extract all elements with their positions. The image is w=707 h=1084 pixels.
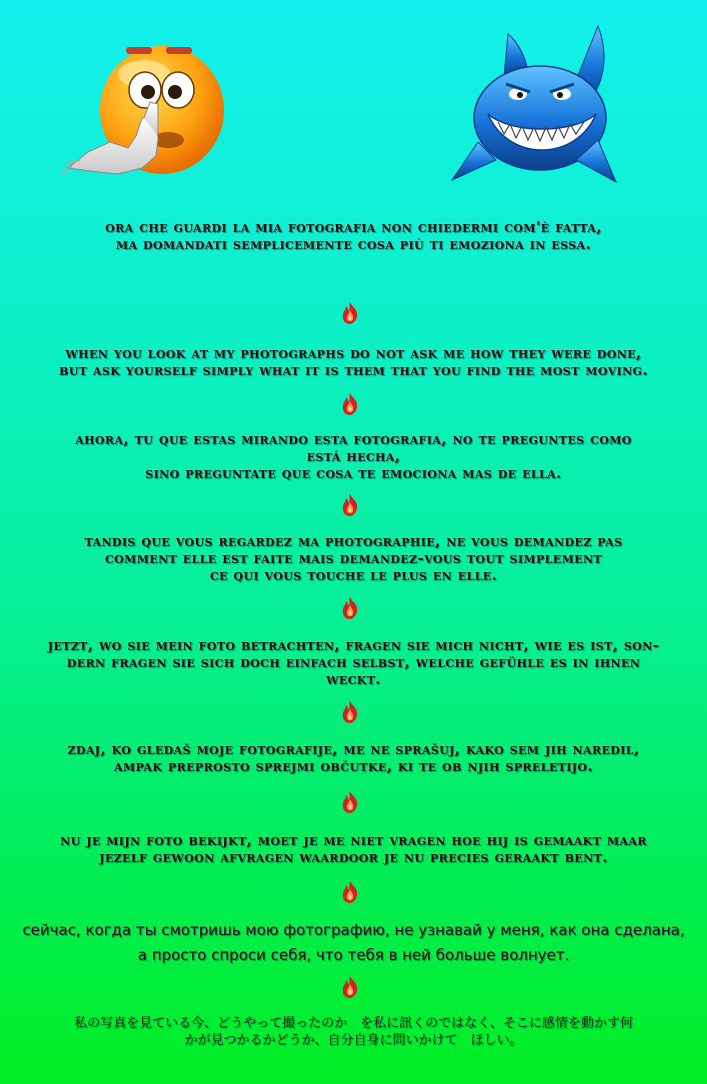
quote-italian-line: ma domandati semplicemente cosa più ti emoziona in essa. — [115, 235, 592, 253]
quote-french-line: comment elle est faite mais demandez-vous tout simplement — [105, 549, 602, 567]
quote-russian — [0, 918, 707, 968]
quote-russian-line: а просто спроси себя, что тебя в ней больше волнует. — [137, 946, 570, 964]
shark-cartoon-icon — [448, 22, 623, 197]
quote-spanish — [0, 431, 707, 482]
quote-german-line: jetzt, wo sie mein foto betrachten, fragen sie mich nicht, wie es ist, son- — [47, 636, 660, 654]
flame-icon — [340, 700, 360, 724]
quote-english — [0, 345, 707, 379]
quote-japanese-line: 私の写真を見ている今、どうやって撮ったのか を私に訊くのではなく、そこに感情を動かす何 — [74, 1016, 633, 1031]
quote-french-line: tandis que vous regardez ma photographie, ne vous demandez pas — [84, 532, 623, 550]
quote-slovenian-line: ampak preprosto sprejmi občutke, ki te ob njih spreletijo. — [114, 757, 593, 775]
quote-english-line: when you look at my photographs do not ask me how they were done, — [65, 344, 642, 362]
flame-icon — [340, 392, 360, 416]
quote-spanish-line: sino preguntate que cosa te emociona mas de ella. — [145, 464, 562, 482]
flame-icon — [340, 301, 360, 325]
flame-icon — [340, 790, 360, 814]
quote-spanish-line: está hecha, — [306, 447, 401, 465]
quote-russian-line: сейчас, когда ты смотришь мою фотографию, не узнавай у меня, как она сделана, — [22, 921, 685, 939]
flame-icon — [340, 880, 360, 904]
quote-english-line: but ask yourself simply what it is them that you find the most moving. — [59, 361, 648, 379]
quote-german-line: dern fragen sie sich doch einfach selbst, welche gefühle es in ihnen — [66, 653, 641, 671]
flame-icon — [340, 596, 360, 620]
quote-spanish-line: ahora, tu que estas mirando esta fotografia, no te preguntes como — [75, 430, 632, 448]
quote-italian — [0, 219, 707, 253]
flame-icon — [340, 493, 360, 517]
quote-dutch-line: nu je mijn foto bekijkt, moet je me niet vragen hoe hij is gemaakt maar — [60, 831, 647, 849]
shushing-emoji-icon — [58, 40, 228, 185]
flame-icon — [340, 975, 360, 999]
quote-french — [0, 533, 707, 584]
quote-slovenian-line: zdaj, ko gledaš moje fotografije, me ne sprašuj, kako sem jih naredil, — [67, 740, 640, 758]
quote-french-line: ce qui vous touche le plus en elle. — [209, 566, 498, 584]
quote-dutch-line: jezelf gewoon afvragen waardoor je nu precies geraakt bent. — [99, 848, 608, 866]
quote-german — [0, 637, 707, 688]
quote-japanese — [0, 1015, 707, 1049]
quote-dutch — [0, 832, 707, 866]
quote-japanese-line: かが見つかるかどうか、自分自身に問いかけて ほしい。 — [184, 1033, 523, 1048]
quote-italian-line: ora che guardi la mia fotografia non chiedermi com'è fatta, — [105, 218, 602, 236]
quote-slovenian — [0, 741, 707, 775]
quote-german-line: weckt. — [326, 670, 381, 688]
